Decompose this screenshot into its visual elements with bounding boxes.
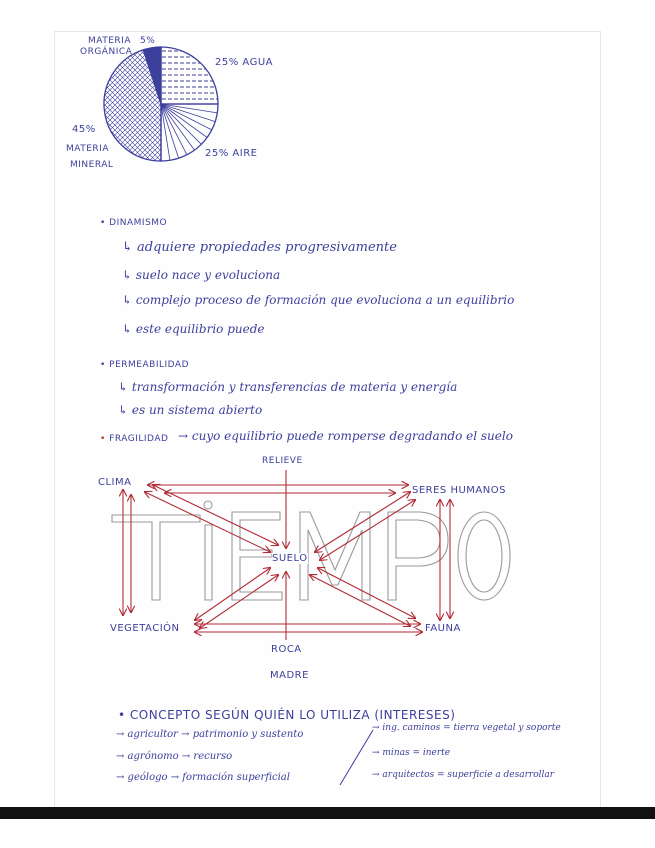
node-seres-humanos: SERES HUMANOS — [412, 485, 506, 496]
organic-label-1: MATERIA — [88, 36, 131, 46]
node-clima: CLIMA — [98, 477, 132, 488]
permeabilidad-item: ↳ transformación y transferencias de materia y energía — [118, 380, 458, 394]
dinamismo-item: ↳ suelo nace y evoluciona — [122, 268, 281, 282]
fragilidad-text: → cuyo equilibrio puede romperse degradando el suelo — [178, 429, 513, 443]
concepto-left-item: → agricultor → patrimonio y sustento — [116, 729, 304, 740]
node-roca: ROCA — [271, 644, 302, 655]
concepto-right-item: → ing. caminos = tierra vegetal y soporte — [372, 723, 561, 733]
node-relieve: RELIEVE — [262, 456, 303, 466]
concepto-right-item: → minas = inerte — [372, 748, 451, 758]
permeabilidad-title: • PERMEABILIDAD — [100, 360, 190, 370]
concepto-right-item: → arquitectos = superficie a desarrollar — [372, 770, 555, 780]
dinamismo-item: ↳ complejo proceso de formación que evoluciona a un equilibrio — [122, 293, 515, 307]
dinamismo-item: ↳ adquiere propiedades progresivamente — [122, 240, 397, 255]
node-fauna: FAUNA — [425, 623, 461, 634]
organic-label-2: ORGÁNICA — [80, 47, 133, 57]
node-suelo: SUELO — [272, 553, 308, 564]
dinamismo-title: • DINAMISMO — [100, 218, 168, 228]
concepto-left-item: → agrónomo → recurso — [116, 751, 233, 762]
mineral-label-2: MINERAL — [70, 160, 114, 170]
node-vegetacion: VEGETACIÓN — [110, 623, 180, 634]
concepto-title: • CONCEPTO SEGÚN QUIÉN LO UTILIZA (INTERESES) — [118, 708, 456, 722]
concepto-left-item: → geólogo → formación superficial — [116, 772, 290, 783]
mineral-pct: 45% — [72, 124, 96, 135]
mineral-label-1: MATERIA — [66, 144, 109, 154]
permeabilidad-item: ↳ es un sistema abierto — [118, 403, 263, 417]
fragilidad-title: • FRAGILIDAD — [100, 434, 169, 444]
organic-pct: 5% — [140, 36, 156, 46]
dinamismo-item: ↳ este equilibrio puede — [122, 322, 265, 336]
water-label: 25% AGUA — [215, 57, 273, 68]
air-label: 25% AIRE — [205, 148, 258, 159]
node-madre: MADRE — [270, 670, 309, 681]
